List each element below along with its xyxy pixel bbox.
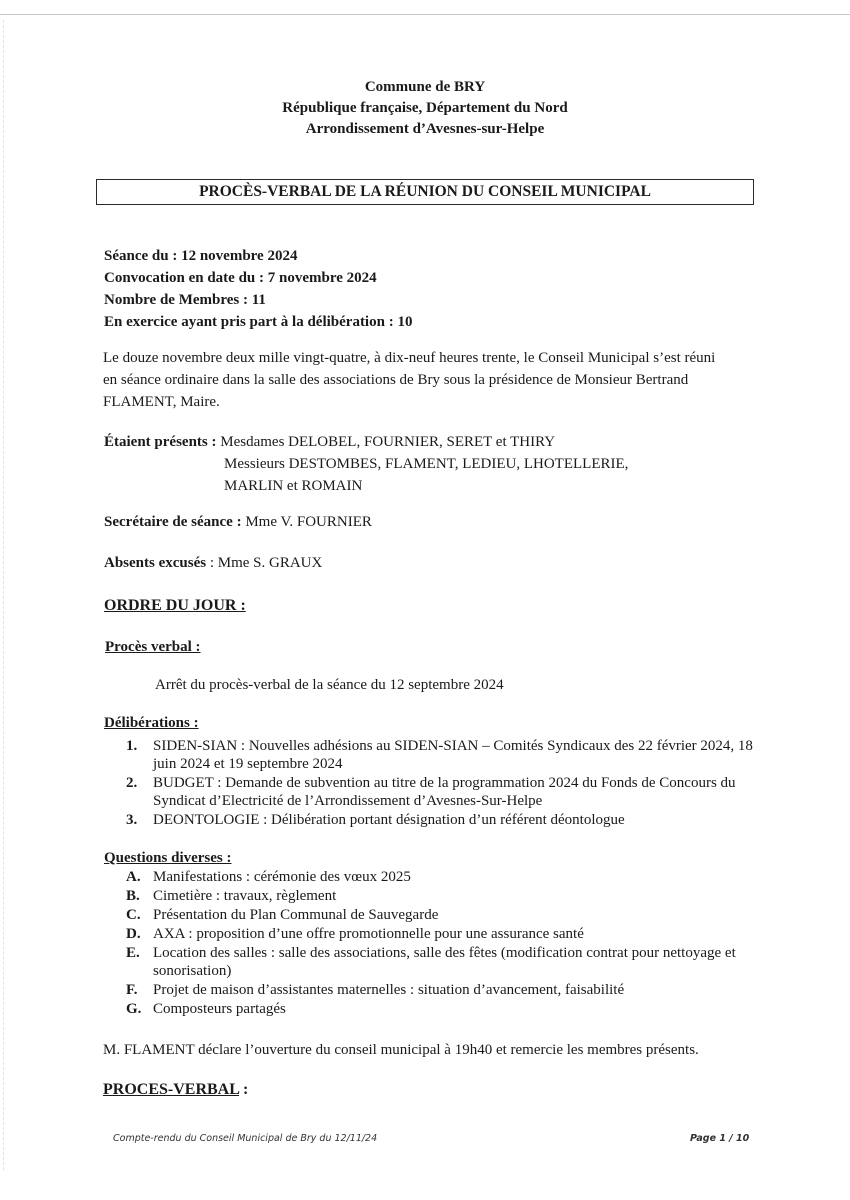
list-item [126, 981, 756, 999]
member-count: Nombre de Membres : 11 [104, 292, 266, 308]
intro-line: Le douze novembre deux mille vingt-quatre, à dix-neuf heures trente, le Conseil Municipal s’est réuni [103, 350, 716, 366]
item-text: AXA : proposition d’une offre promotionnelle pour une assurance santé [153, 926, 584, 942]
questions-diverses-list [126, 868, 756, 1019]
exercice-count: En exercice ayant pris part à la délibération : 10 [104, 314, 413, 330]
presents-messieurs: Messieurs DESTOMBES, FLAMENT, LEDIEU, LHOTELLERIE, MARLIN et ROMAIN [224, 456, 629, 494]
list-item [126, 1000, 756, 1018]
absents-section [104, 555, 322, 572]
item-letter: C. [126, 907, 141, 923]
document-header [0, 77, 850, 140]
secretaire-value: Mme V. FOURNIER [245, 514, 372, 530]
proces-verbal-heading: Procès verbal : [105, 639, 201, 655]
absents-label: Absents excusés [104, 555, 207, 571]
item-letter: G. [126, 1001, 142, 1017]
item-text: SIDEN-SIAN : Nouvelles adhésions au SIDEN-SIAN – Comités Syndicaux des 22 février 2024, 18 juin 2024 et 19 septembre 2024 [153, 738, 753, 772]
presents-label: Étaient présents : [104, 434, 217, 450]
item-text: Composteurs partagés [153, 1001, 286, 1017]
document-title: PROCÈS-VERBAL DE LA RÉUNION DU CONSEIL MUNICIPAL [96, 179, 754, 205]
item-number: 2. [126, 775, 138, 791]
item-number: 1. [126, 738, 138, 754]
list-item [126, 737, 756, 773]
header-arrondissement: Arrondissement d’Avesnes-sur-Helpe [305, 121, 545, 137]
ordre-du-jour-heading: ORDRE DU JOUR : [104, 597, 246, 614]
deliberations-list [126, 737, 756, 830]
header-commune: Commune de BRY [364, 79, 486, 95]
closing-statement: M. FLAMENT déclare l’ouverture du conseil municipal à 19h40 et remercie les membres présents. [103, 1042, 699, 1058]
item-text: Cimetière : travaux, règlement [153, 888, 337, 904]
proces-verbal-section-title: PROCES-VERBAL [103, 1081, 240, 1098]
list-item [126, 811, 756, 829]
proces-verbal-section-heading [103, 1081, 248, 1099]
intro-line: FLAMENT, Maire. [103, 394, 220, 410]
header-republique: République française, Département du Nord [282, 100, 568, 116]
item-text: Présentation du Plan Communal de Sauvegarde [153, 907, 439, 923]
list-item [126, 774, 756, 810]
list-item [126, 887, 756, 905]
proces-verbal-section-colon: : [239, 1081, 249, 1098]
item-letter: F. [126, 982, 138, 998]
item-letter: B. [126, 888, 140, 904]
item-text: Manifestations : cérémonie des vœux 2025 [153, 869, 411, 885]
session-meta [104, 245, 412, 333]
item-text: Projet de maison d’assistantes maternelles : situation d’avancement, faisabilité [153, 982, 625, 998]
presents-mesdames: Mesdames DELOBEL, FOURNIER, SERET et THIRY [220, 434, 556, 450]
list-item [126, 868, 756, 886]
left-scan-edge [3, 20, 4, 1170]
intro-line: en séance ordinaire dans la salle des associations de Bry sous la présidence de Monsieur Bertrand [103, 372, 689, 388]
item-number: 3. [126, 812, 138, 828]
proces-verbal-item: Arrêt du procès-verbal de la séance du 12 septembre 2024 [155, 677, 504, 693]
intro-paragraph [103, 347, 745, 413]
presents-section [104, 431, 684, 497]
absents-value: : Mme S. GRAUX [209, 555, 323, 571]
secretaire-label: Secrétaire de séance : [104, 514, 242, 530]
item-letter: D. [126, 926, 141, 942]
seance-date: Séance du : 12 novembre 2024 [104, 248, 298, 264]
item-text: Location des salles : salle des associations, salle des fêtes (modification contrat pour nettoyage et sonorisation) [153, 945, 736, 979]
deliberations-heading: Délibérations : [104, 715, 199, 731]
list-item [126, 944, 756, 980]
top-scan-border [0, 14, 850, 15]
convocation-date: Convocation en date du : 7 novembre 2024 [104, 270, 377, 286]
item-letter: E. [126, 945, 140, 961]
list-item [126, 906, 756, 924]
secretaire-section [104, 514, 372, 531]
item-letter: A. [126, 869, 141, 885]
item-text: BUDGET : Demande de subvention au titre de la programmation 2024 du Fonds de Concours du Syndicat d’Electricité de l’Arrondissement d’Avesnes-Sur-Helpe [153, 775, 736, 809]
footer-page-number: Page 1 / 10 [690, 1133, 750, 1144]
item-text: DEONTOLOGIE : Délibération portant désignation d’un référent déontologue [153, 812, 625, 828]
footer-document-name: Compte-rendu du Conseil Municipal de Bry du 12/11/24 [113, 1133, 378, 1144]
questions-diverses-heading: Questions diverses : [104, 850, 232, 866]
list-item [126, 925, 756, 943]
